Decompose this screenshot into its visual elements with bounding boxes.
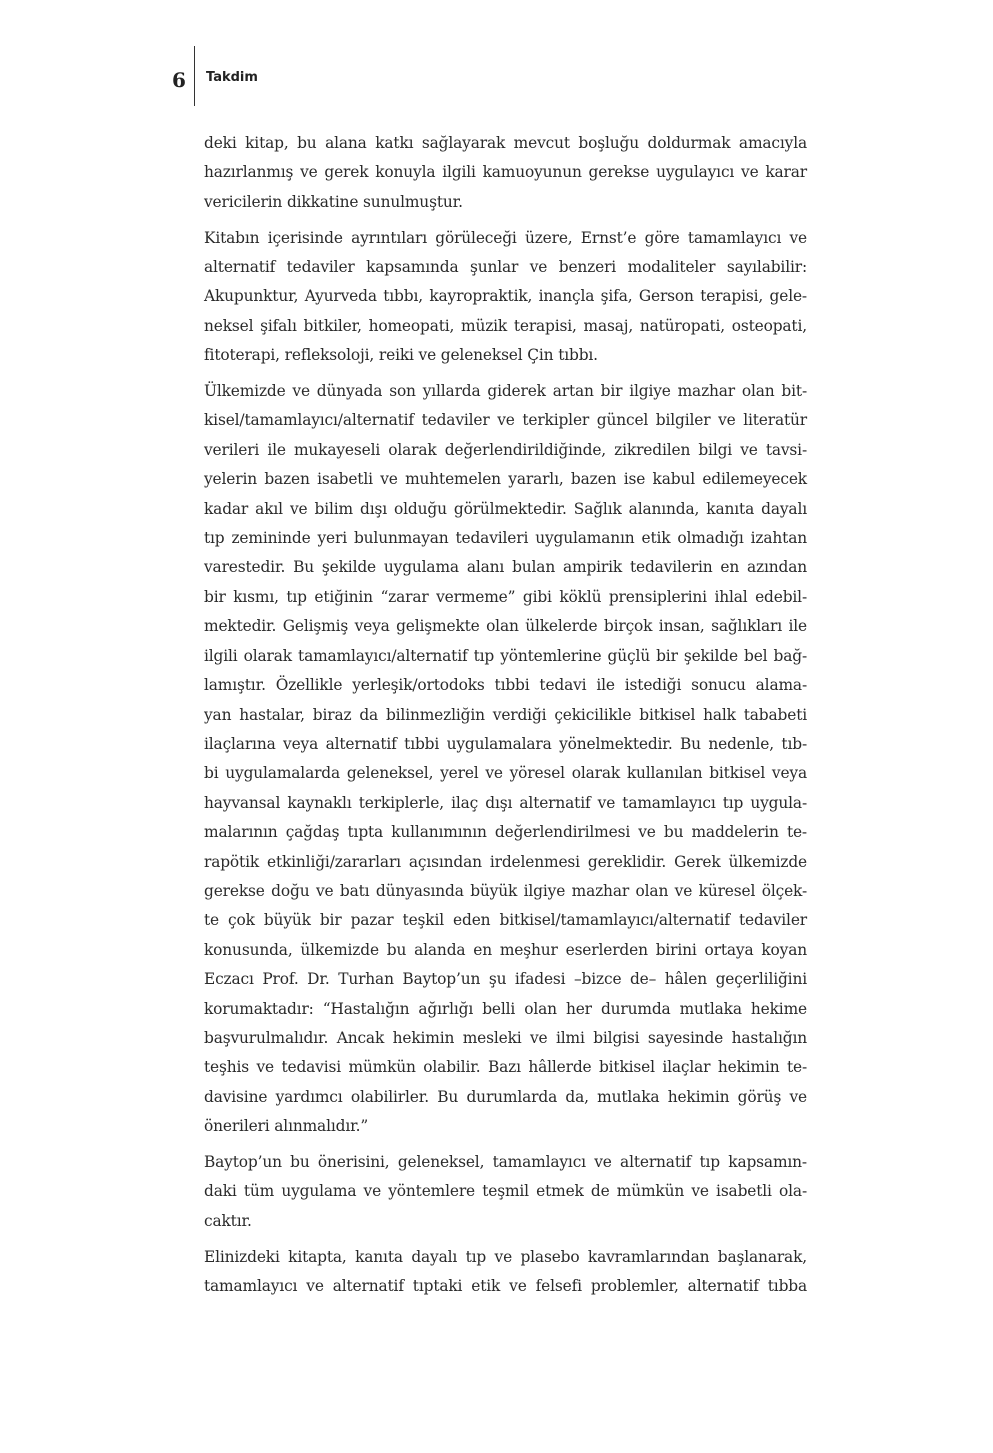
text-line: teşhis ve tedavisi mümkün olabilir. Bazı hâllerde bitkisel ilaçlar hekimin te- <box>204 1058 807 1077</box>
header-divider <box>194 46 195 106</box>
text-line: yan hastalar, biraz da bilinmezliğin verdiği çekicilikle bitkisel halk tababeti <box>204 705 807 724</box>
text-line: Elinizdeki kitapta, kanıta dayalı tıp ve plasebo kavramlarından başlanarak, <box>204 1247 807 1266</box>
section-title: Takdim <box>206 70 258 85</box>
paragraph <box>204 1243 807 1302</box>
text-line: Kitabın içerisinde ayrıntıları görüleceği üzere, Ernst’e göre tamamlayıcı ve <box>204 228 807 247</box>
text-line: hayvansal kaynaklı terkiplerle, ilaç dışı alternatif ve tamamlayıcı tıp uygula- <box>204 793 807 812</box>
text-line: korumaktadır: “Hastalığın ağırlığı belli olan her durumda mutlaka hekime <box>204 999 807 1018</box>
text-line: yelerin bazen isabetli ve muhtemelen yararlı, bazen ise kabul edilemeyecek <box>204 470 807 489</box>
text-line: Baytop’un bu önerisini, geleneksel, tamamlayıcı ve alternatif tıp kapsamın- <box>204 1152 807 1171</box>
text-line: rapötik etkinliği/zararları açısından irdelenmesi gereklidir. Gerek ülkemizde <box>204 852 807 871</box>
text-line: bi uygulamalarda geleneksel, yerel ve yöresel olarak kullanılan bitkisel veya <box>204 764 807 783</box>
text-line: neksel şifalı bitkiler, homeopati, müzik terapisi, masaj, natüropati, osteopati, <box>204 316 807 335</box>
text-line: deki kitap, bu alana katkı sağlayarak mevcut boşluğu doldurmak amacıyla <box>204 134 807 152</box>
text-line: Eczacı Prof. Dr. Turhan Baytop’un şu ifadesi –bizce de– hâlen geçerliliğini <box>204 970 807 989</box>
text-line: davisine yardımcı olabilirler. Bu durumlarda da, mutlaka hekimin görüş ve <box>204 1087 807 1106</box>
text-line: tıp zemininde yeri bulunmayan tedavileri uygulamanın etik olmadığı izahtan <box>204 529 807 548</box>
text-line: tamamlayıcı ve alternatif tıptaki etik ve felsefi problemler, alternatif tıbba <box>204 1277 807 1295</box>
text-line: ilgili olarak tamamlayıcı/alternatif tıp yöntemlerine güçlü bir şekilde bel bağ- <box>204 646 807 665</box>
page-number: 6 <box>172 68 186 92</box>
text-line: varestedir. Bu şekilde uygulama alanı bulan ampirik tedavilerin en azından <box>204 558 807 577</box>
text-line: ilaçlarına veya alternatif tıbbi uygulamalara yönelmektedir. Bu nedenle, tıb- <box>204 734 807 753</box>
text-line: bir kısmı, tıp etiğinin “zarar vermeme” gibi köklü prensiplerini ihlal edebil- <box>204 587 807 606</box>
text-line: lamıştır. Özellikle yerleşik/ortodoks tıbbi tedavi ile istediği sonucu alama- <box>204 676 807 695</box>
text-line: te çok büyük bir pazar teşkil eden bitkisel/tamamlayıcı/alternatif tedaviler <box>204 911 807 930</box>
text-line: Ülkemizde ve dünyada son yıllarda giderek artan bir ilgiye mazhar olan bit- <box>204 382 807 401</box>
text-line: Akupunktur, Ayurveda tıbbı, kayropraktik, inançla şifa, Gerson terapisi, gele- <box>204 287 807 306</box>
paragraph <box>204 224 807 371</box>
body-text <box>204 129 807 1308</box>
text-line: konusunda, ülkemizde bu alanda en meşhur eserlerden birini ortaya koyan <box>204 940 807 959</box>
paragraph <box>204 1148 807 1236</box>
text-line: caktır. <box>204 1211 252 1230</box>
running-head <box>160 46 360 106</box>
text-line: verileri ile mukayeseli olarak değerlendirildiğinde, zikredilen bilgi ve tavsi- <box>204 440 807 459</box>
text-line: gerekse doğu ve batı dünyasında büyük ilgiye mazhar olan ve küresel ölçek- <box>204 881 807 900</box>
text-line: malarının çağdaş tıpta kullanımının değerlendirilmesi ve bu maddelerin te- <box>204 823 807 842</box>
text-line: başvurulmalıdır. Ancak hekimin mesleki ve ilmi bilgisi sayesinde hastalığın <box>204 1028 807 1047</box>
text-line: daki tüm uygulama ve yöntemlere teşmil etmek de mümkün ve isabetli ola- <box>204 1182 807 1201</box>
text-line: kadar akıl ve bilim dışı olduğu görülmektedir. Sağlık alanında, kanıta dayalı <box>204 499 807 518</box>
text-line: alternatif tedaviler kapsamında şunlar ve benzeri modaliteler sayılabilir: <box>204 258 807 277</box>
text-line: önerileri alınmalıdır.” <box>204 1117 369 1136</box>
text-line: kisel/tamamlayıcı/alternatif tedaviler ve terkipler güncel bilgiler ve literatür <box>204 411 807 430</box>
paragraph <box>204 377 807 1142</box>
text-line: vericilerin dikkatine sunulmuştur. <box>204 192 463 211</box>
text-line: mektedir. Gelişmiş veya gelişmekte olan ülkelerde birçok insan, sağlıkları ile <box>204 617 807 636</box>
paragraph <box>204 129 807 217</box>
text-line: hazırlanmış ve gerek konuyla ilgili kamuoyunun gerekse uygulayıcı ve karar <box>204 163 807 182</box>
text-line: fitoterapi, refleksoloji, reiki ve geleneksel Çin tıbbı. <box>204 346 598 365</box>
